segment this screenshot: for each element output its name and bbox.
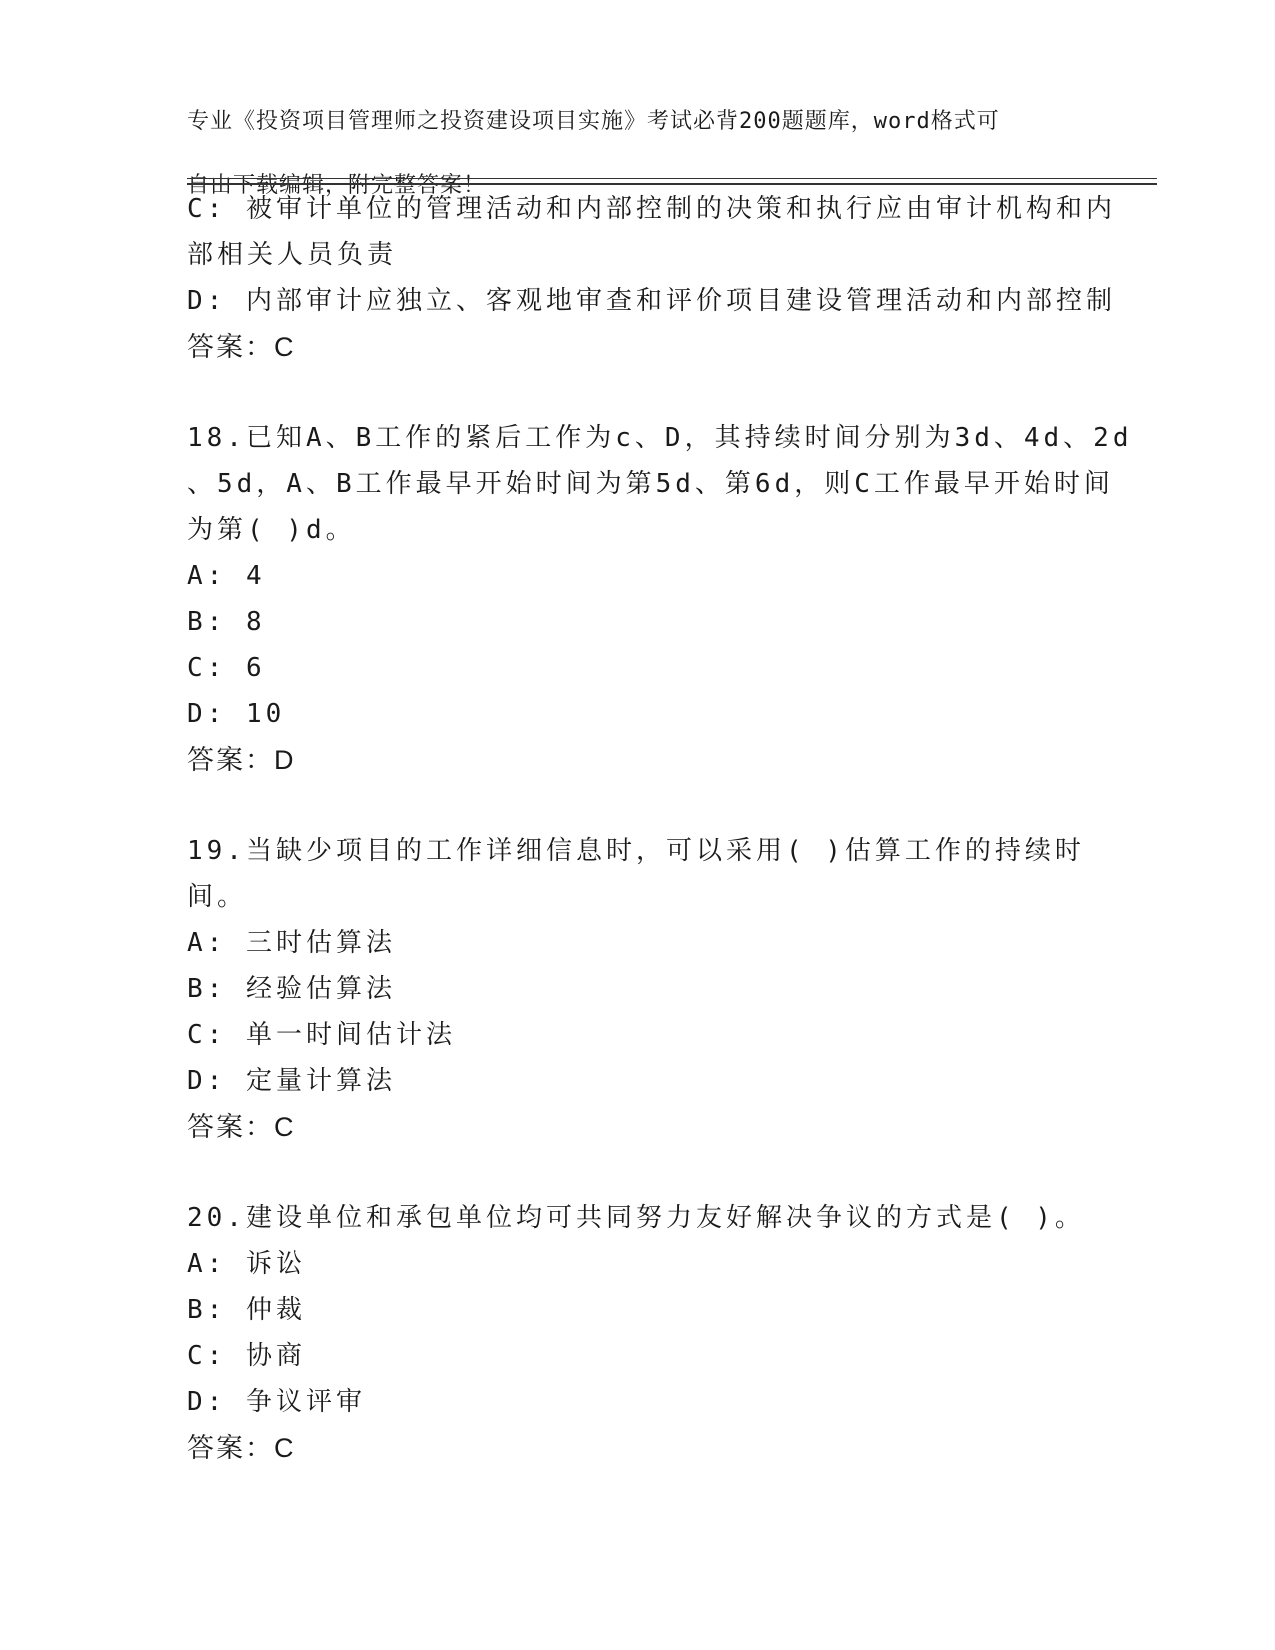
question-stem: 、5d，A、B工作最早开始时间为第5d、第6d，则C工作最早开始时间 (187, 469, 1114, 499)
option-d: D: 争议评审 (187, 1387, 366, 1417)
option-b: B: 8 (187, 607, 266, 637)
option-c: C: 被审计单位的管理活动和内部控制的决策和执行应由审计机构和内 (187, 194, 1116, 224)
question-stem: 为第( )d。 (187, 515, 356, 545)
option-a: A: 诉讼 (187, 1249, 306, 1279)
option-a: A: 4 (187, 561, 266, 591)
question-stem: 20.建设单位和承包单位均可共同努力友好解决争议的方式是( )。 (187, 1203, 1085, 1233)
spacer (187, 370, 1087, 415)
option-d: D: 10 (187, 699, 286, 729)
question-stem: 18.已知A、B工作的紧后工作为c、D，其持续时间分别为3d、4d、2d (187, 423, 1133, 453)
question-stem: 19.当缺少项目的工作详细信息时，可以采用( )估算工作的持续时 (187, 836, 1085, 866)
spacer (187, 783, 1087, 828)
option-c: C: 协商 (187, 1341, 306, 1371)
question-17-continued (187, 186, 1116, 370)
option-c-continued: 部相关人员负责 (187, 240, 398, 270)
answer: 答案：C (187, 1112, 296, 1142)
header-divider-bottom (187, 183, 1157, 185)
option-d: D: 内部审计应独立、客观地审查和评价项目建设管理活动和内部控制 (187, 286, 1116, 316)
question-20 (187, 1195, 1087, 1471)
option-b: B: 仲裁 (187, 1295, 306, 1325)
option-b: B: 经验估算法 (187, 974, 396, 1004)
answer: 答案：C (187, 332, 296, 362)
answer: 答案：C (187, 1433, 296, 1463)
question-stem: 间。 (187, 882, 248, 912)
question-18 (187, 415, 1133, 783)
header-line-2: 自由下载编辑，附完整答案！ (187, 173, 487, 198)
document-body (187, 186, 1133, 1471)
option-c: C: 6 (187, 653, 266, 683)
question-19 (187, 828, 1087, 1150)
answer: 答案：D (187, 745, 296, 775)
option-c: C: 单一时间估计法 (187, 1020, 456, 1050)
header-divider-top (187, 178, 1157, 179)
option-d: D: 定量计算法 (187, 1066, 396, 1096)
header-line-1: 专业《投资项目管理师之投资建设项目实施》考试必背200题题库，word格式可 (187, 109, 1000, 134)
spacer (187, 1150, 1087, 1195)
option-a: A: 三时估算法 (187, 928, 396, 958)
